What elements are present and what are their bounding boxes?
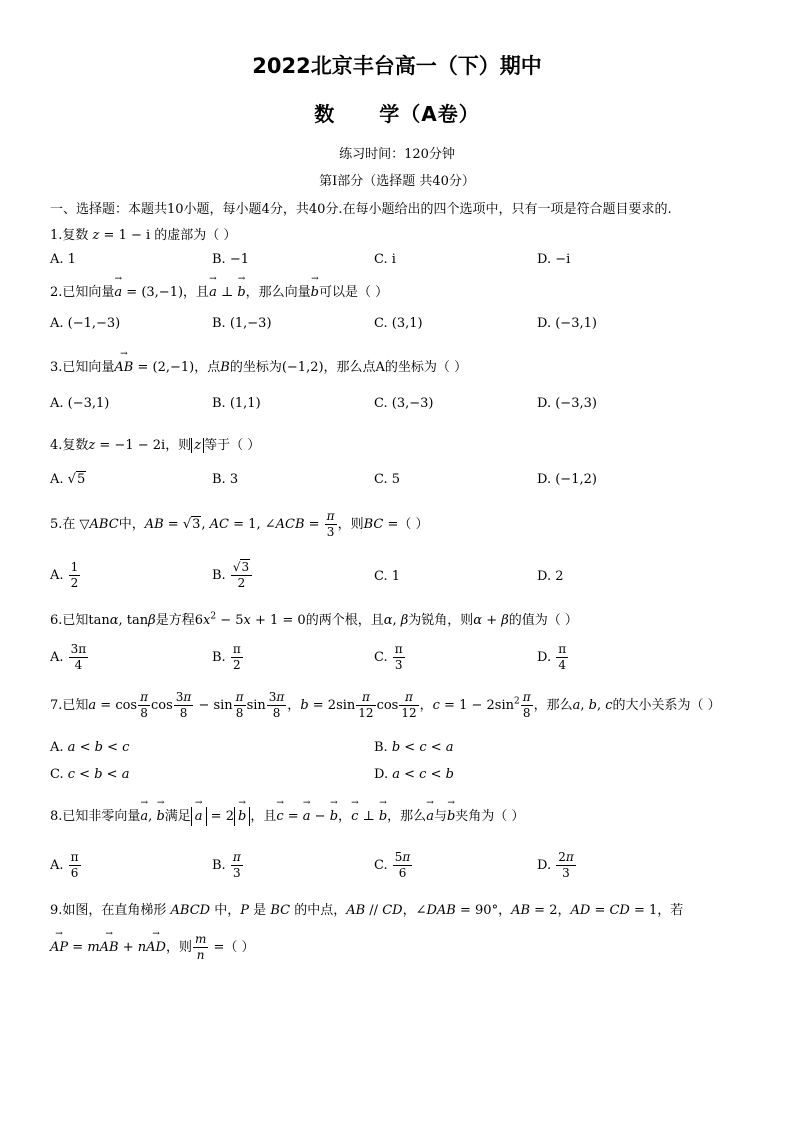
question-1-stem: 1.复数 z = 1 − i 的虚部为（ ） xyxy=(50,228,237,243)
q1-option-c: C. i xyxy=(374,252,396,267)
question-5-stem: 5.在 ▽ABC中，AB = √3, AC = 1, ∠ACB = $\frac{\pi}{3}$ ，则BC =（ ） xyxy=(50,509,429,539)
q8-option-a: A. $\frac{\pi}{6}$ xyxy=(50,850,79,880)
q5-option-d: D. 2 xyxy=(537,569,564,584)
exam-subject: 数 学（A卷） xyxy=(314,102,480,126)
q2-option-b: B. (1,−3) xyxy=(212,316,272,331)
question-6-stem: 6.已知tanα, tanβ是方程$6x^2 - 5x + 1 = 0$的两个根，且α, β为锐角，则α + β的值为（ ） xyxy=(50,611,578,628)
q2-option-d: D. (−3,1) xyxy=(537,316,597,331)
q5-option-c: C. 1 xyxy=(374,569,401,584)
question-2-stem: 2.已知向量→ a = (3,−1)，且→ a ⊥ → b，那么向量→ b可以是（ ） xyxy=(50,281,388,300)
q4-option-a: A. √5 xyxy=(50,472,86,487)
part-heading: 第Ⅰ部分（选择题 共40分） xyxy=(319,174,475,189)
q1-option-b: B. −1 xyxy=(212,252,249,267)
question-9-stem: 9.如图，在直角梯形 ABCD 中，P 是 BC 的中点，AB // CD，∠DAB = 90°，AB = 2，AD = CD = 1，若 xyxy=(50,903,684,918)
q4-option-b: B. 3 xyxy=(212,472,239,487)
q8-option-c: C. $\frac{5\pi}{6}$ xyxy=(374,850,411,880)
q4-option-c: C. 5 xyxy=(374,472,401,487)
q2-option-a: A. (−1,−3) xyxy=(50,316,121,331)
question-4-stem: 4.复数z = −1 − 2i，则 z 等于（ ） xyxy=(50,438,261,453)
question-3-stem: 3.已知向量→ AB = (2,−1)，点B的坐标为(−1,2)，那么点A的坐标为（ ） xyxy=(50,356,467,375)
q3-option-a: A. (−3,1) xyxy=(50,396,110,411)
question-8-stem: 8.已知非零向量→ a, → b满足→ a = 2→ b ，且→ c = → a − → b，→ c ⊥ → b，那么→ a与→ b夹角为（ ） xyxy=(50,805,524,826)
q4-option-d: D. (−1,2) xyxy=(537,472,597,487)
exam-title: 2022北京丰台高一（下）期中 xyxy=(252,54,542,78)
q3-option-c: C. (3,−3) xyxy=(374,396,434,411)
q7-option-c: C. c < b < a xyxy=(50,767,130,782)
q8-option-d: D. $\frac{2\pi}{3}$ xyxy=(537,850,574,880)
q6-option-b: B. $\frac{\pi}{2}$ xyxy=(212,642,241,672)
question-7-stem: 7.已知a = cos $\frac{\pi}{8}$ cos $\frac{3\pi}{8}$ − sin $\frac{\pi}{8}$ sin $\frac{3\pi}{8}$ ，b = 2sin $\frac{\pi}{12}$ cos $\frac{\pi}{12}$ ，$c = 1 - 2\sin^2$ $\frac{\pi}{8}$ ，那么a, b, c的大小关系为（ ） xyxy=(50,690,721,720)
q3-option-b: B. (1,1) xyxy=(212,396,261,411)
q7-option-a: A. a < b < c xyxy=(50,740,130,755)
q1-option-a: A. 1 xyxy=(50,252,76,267)
q6-option-c: C. $\frac{\pi}{3}$ xyxy=(374,642,403,672)
q3-option-d: D. (−3,3) xyxy=(537,396,597,411)
q8-option-b: B. $\frac{\pi}{3}$ xyxy=(212,850,241,880)
q7-option-d: D. a < c < b xyxy=(374,767,454,782)
exam-time: 练习时间：120分钟 xyxy=(339,147,455,162)
question-9-condition: → AP = m→ AB + n→ AD，则 $\frac{m}{n}$ =（ ） xyxy=(50,932,255,963)
q5-option-a: A. $\frac{1}{2}$ xyxy=(50,560,79,590)
q2-option-c: C. (3,1) xyxy=(374,316,423,331)
section-instructions: 一、选择题：本题共10小题，每小题4分，共40分.在每小题给出的四个选项中，只有一项是符合题目要求的. xyxy=(50,202,672,217)
q1-option-d: D. −i xyxy=(537,252,571,267)
q7-option-b: B. b < c < a xyxy=(374,740,454,755)
q5-option-b: B. $\frac{√3}{2}$ xyxy=(212,560,253,591)
q6-option-a: A. $\frac{3\pi}{4}$ xyxy=(50,642,87,672)
q6-option-d: D. $\frac{\pi}{4}$ xyxy=(537,642,567,672)
